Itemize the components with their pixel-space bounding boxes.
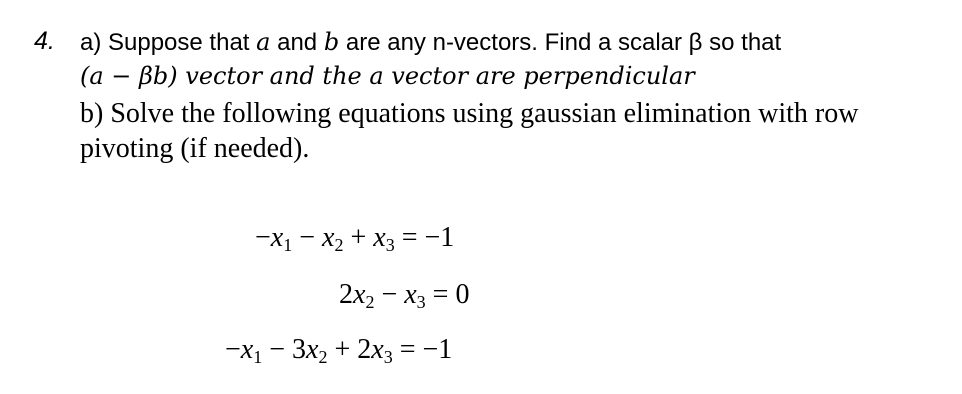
variable-b: b: [323, 28, 340, 56]
equation-2: [339, 279, 469, 313]
part-a-line-1: [80, 28, 781, 57]
part-a-suffix: are any n-vectors. Find a scalar β so that: [339, 29, 782, 56]
equation-2-rhs: = 0: [432, 279, 470, 310]
part-b-line-1: b) Solve the following equations using gaussian elimination with row: [80, 98, 859, 129]
equation-1-rhs: = −1: [401, 222, 455, 253]
and-word: and: [270, 29, 324, 56]
equation-2-lhs: $2x_2 - x_3$: [339, 279, 426, 312]
variable-a: a: [256, 28, 271, 56]
question-number: 4.: [34, 27, 55, 55]
part-b-line-2: pivoting (if needed).: [80, 133, 310, 164]
equation-3-rhs: = −1: [399, 334, 453, 365]
part-a-prefix: a) Suppose that: [80, 29, 257, 56]
equation-3-lhs: $-x_1 - 3x_2 + 2x_3$: [225, 334, 393, 367]
equation-1-lhs: $-x_1 - x_2 + x_3$: [255, 222, 395, 255]
equation-3: [225, 334, 452, 368]
equation-1: [255, 222, 454, 256]
part-a-line-2: (a − βb) vector and the a vector are perpendicular: [80, 62, 695, 90]
